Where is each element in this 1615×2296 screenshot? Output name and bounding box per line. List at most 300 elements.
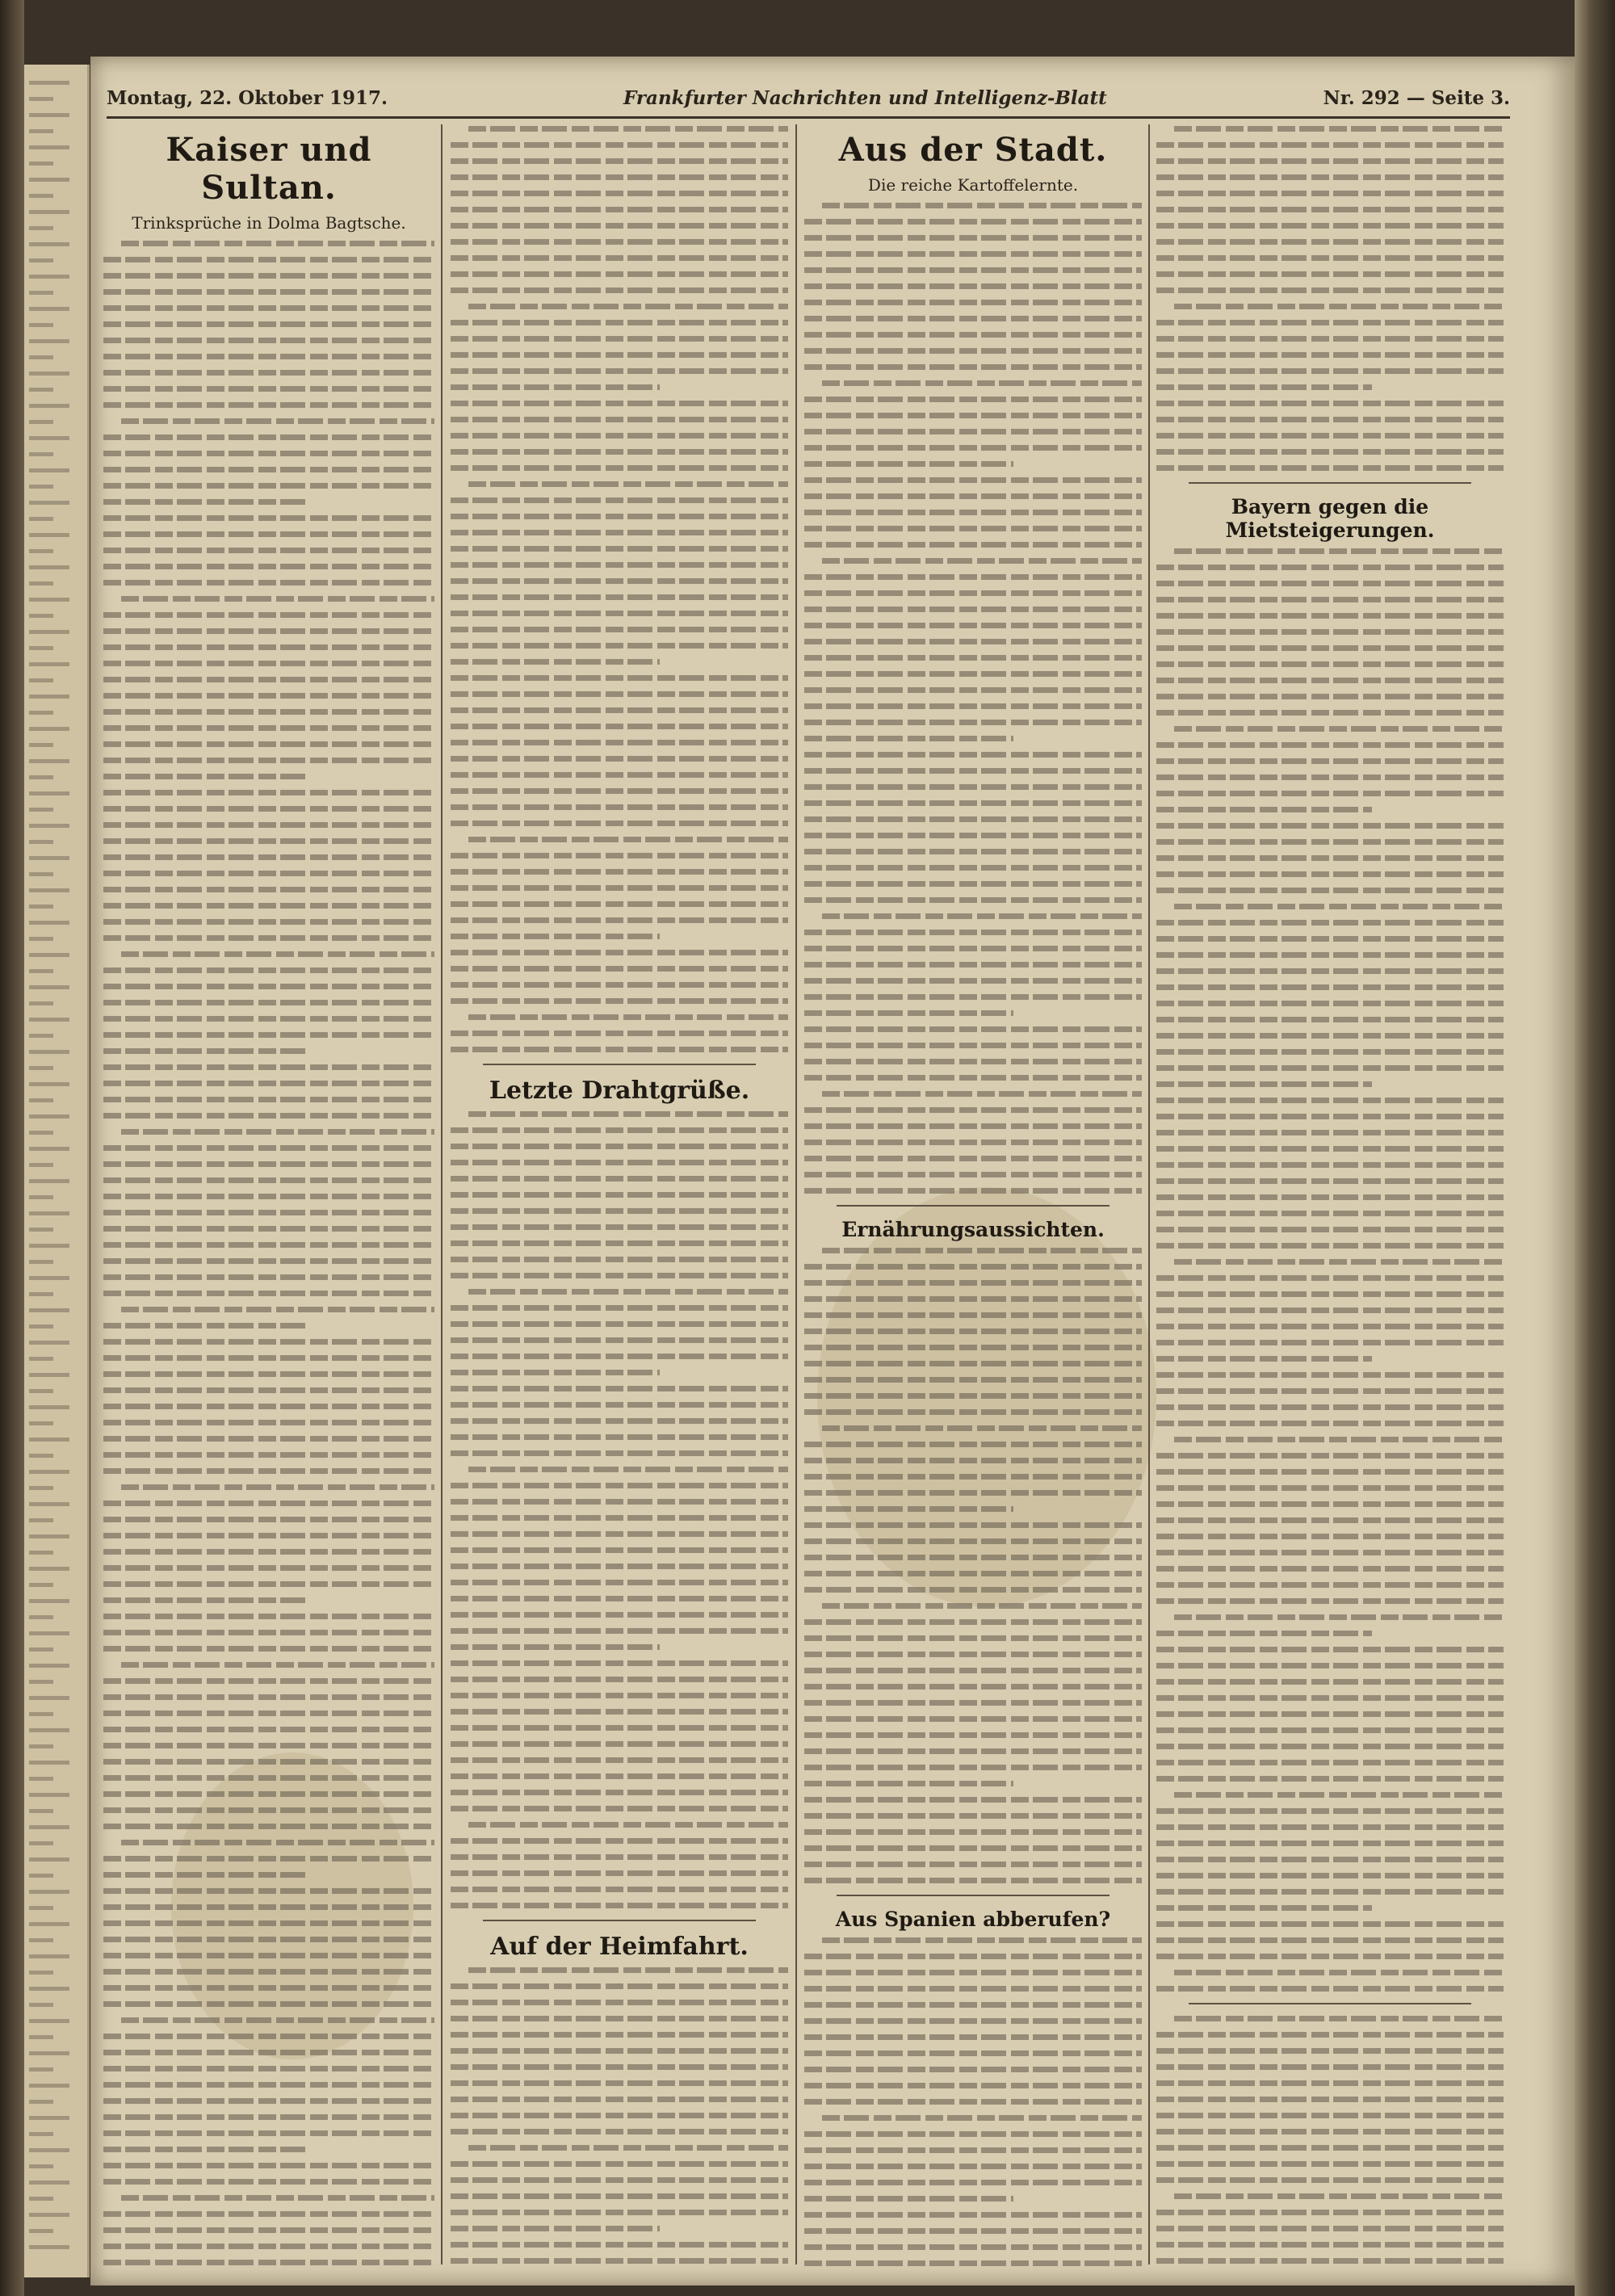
text-line xyxy=(804,752,1142,758)
text-line xyxy=(1156,1937,1504,1943)
text-line xyxy=(103,1517,434,1522)
text-line xyxy=(1156,1808,1504,1814)
text-line xyxy=(804,1296,1142,1302)
text-line xyxy=(103,628,434,634)
previous-page-text-fragment xyxy=(29,711,53,715)
text-line xyxy=(822,1248,1142,1253)
article-body-text xyxy=(451,1967,788,2266)
text-line xyxy=(103,2130,434,2136)
text-line xyxy=(804,1075,1142,1081)
text-line xyxy=(103,483,434,489)
text-line xyxy=(1156,1081,1372,1087)
previous-page-text-fragment xyxy=(29,1131,53,1135)
text-line xyxy=(804,687,1142,693)
previous-page-text-fragment xyxy=(29,1228,53,1232)
previous-page-text-fragment xyxy=(29,1389,53,1393)
previous-page-text-fragment xyxy=(29,2181,69,2185)
previous-page-text-fragment xyxy=(29,662,69,666)
text-line xyxy=(1156,1211,1504,1216)
text-line xyxy=(1156,2226,1504,2231)
text-line xyxy=(451,255,788,261)
text-line xyxy=(103,2034,434,2039)
previous-page-text-fragment xyxy=(29,1163,53,1167)
previous-page-text-fragment xyxy=(29,630,69,634)
text-line xyxy=(103,2211,434,2217)
text-line xyxy=(1174,2193,1504,2199)
text-line xyxy=(1156,1760,1504,1765)
text-line xyxy=(804,833,1142,838)
text-line xyxy=(1156,645,1504,651)
previous-page-text-fragment xyxy=(29,1987,69,1991)
text-line xyxy=(103,1194,434,1199)
text-line xyxy=(103,1371,434,1377)
text-line xyxy=(804,1878,1142,1883)
text-line xyxy=(804,768,1142,774)
text-line xyxy=(1156,1340,1504,1345)
text-line xyxy=(103,968,434,973)
text-line xyxy=(103,548,434,553)
text-line xyxy=(1156,823,1504,829)
text-line xyxy=(103,1856,434,1862)
text-line xyxy=(451,2242,788,2248)
text-line xyxy=(804,1312,1142,1318)
text-line xyxy=(451,1208,788,1214)
previous-page-text-fragment xyxy=(29,1615,53,1619)
text-line xyxy=(804,1765,1142,1770)
text-line xyxy=(1156,1727,1504,1733)
text-line xyxy=(804,413,1142,418)
text-line xyxy=(804,623,1142,628)
text-line xyxy=(103,725,434,731)
article-body-text xyxy=(1156,2016,1504,2266)
text-line xyxy=(1174,726,1504,732)
text-line xyxy=(1174,1614,1504,1620)
text-line xyxy=(451,1725,788,1731)
text-line xyxy=(804,1393,1142,1399)
text-line xyxy=(451,223,788,229)
text-line xyxy=(804,2228,1142,2234)
text-line xyxy=(804,1156,1142,1161)
previous-page-text-fragment xyxy=(29,856,69,860)
text-line xyxy=(1156,1324,1504,1329)
text-line xyxy=(804,994,1142,1000)
text-line xyxy=(1174,2016,1504,2021)
text-line xyxy=(103,2147,308,2152)
text-line xyxy=(451,514,788,519)
issue-page-number: Nr. 292 — Seite 3. xyxy=(1323,87,1510,109)
text-line xyxy=(804,542,1142,548)
previous-page-text-fragment xyxy=(29,2051,69,2055)
text-line xyxy=(103,1888,434,1894)
text-line xyxy=(451,869,788,875)
previous-page-text-fragment xyxy=(29,404,69,408)
text-line xyxy=(1156,613,1504,619)
text-line xyxy=(451,901,788,907)
text-line xyxy=(804,364,1142,370)
text-line xyxy=(103,1501,434,1506)
text-line xyxy=(103,1920,434,1926)
previous-page-text-fragment xyxy=(29,2116,69,2120)
text-line xyxy=(451,917,788,923)
text-line xyxy=(451,2193,788,2199)
text-line xyxy=(804,445,1142,451)
text-line xyxy=(451,1580,788,1585)
text-line xyxy=(103,1387,434,1393)
text-line xyxy=(121,2195,434,2201)
text-line xyxy=(804,736,1013,741)
text-line xyxy=(451,934,660,939)
previous-page-text-fragment xyxy=(29,1534,69,1538)
previous-page-text-fragment xyxy=(29,2003,53,2007)
text-line xyxy=(1156,1001,1504,1006)
text-line xyxy=(1156,2210,1504,2215)
previous-page-text-fragment xyxy=(29,339,69,343)
text-line xyxy=(103,1064,434,1070)
text-line xyxy=(451,611,788,616)
text-line xyxy=(103,854,434,860)
text-line xyxy=(468,1014,788,1020)
text-line xyxy=(103,1355,434,1361)
previous-page-text-fragment xyxy=(29,517,53,521)
text-line xyxy=(822,203,1142,208)
text-line xyxy=(103,644,434,650)
text-line xyxy=(103,434,434,440)
text-line xyxy=(804,1829,1142,1835)
previous-page-text-fragment xyxy=(29,1486,53,1490)
previous-page-text-fragment xyxy=(29,1551,53,1555)
text-line xyxy=(822,2115,1142,2121)
text-line xyxy=(451,320,788,325)
section-title: Aus der Stadt. xyxy=(838,131,1108,169)
previous-page-text-fragment xyxy=(29,1454,53,1458)
text-line xyxy=(804,2099,1142,2105)
text-line xyxy=(822,1603,1142,1609)
text-line xyxy=(804,946,1142,951)
text-line xyxy=(804,1107,1142,1113)
text-line xyxy=(1174,1970,1504,1975)
text-line xyxy=(804,1732,1142,1738)
text-line xyxy=(1156,1679,1504,1685)
text-line xyxy=(451,174,788,180)
section-separator xyxy=(837,1895,1110,1896)
previous-page-text-fragment xyxy=(29,1018,69,1022)
previous-page-text-fragment xyxy=(29,2229,53,2233)
text-line xyxy=(103,515,434,521)
header-rule xyxy=(107,116,1510,119)
text-line xyxy=(103,903,434,909)
text-line xyxy=(1156,2080,1504,2086)
text-line xyxy=(1156,401,1504,406)
text-line xyxy=(451,740,788,745)
text-line xyxy=(804,1813,1142,1819)
text-line xyxy=(451,1660,788,1666)
text-line xyxy=(103,531,434,537)
text-line xyxy=(804,2180,1142,2185)
text-line xyxy=(451,2161,788,2167)
previous-page-edge xyxy=(24,65,90,2277)
previous-page-text-fragment xyxy=(29,905,53,909)
text-line xyxy=(804,2067,1142,2072)
previous-page-text-fragment xyxy=(29,2084,69,2088)
previous-page-text-fragment xyxy=(29,824,69,828)
text-line xyxy=(1156,629,1504,635)
text-line xyxy=(804,2196,1013,2202)
text-line xyxy=(1156,1663,1504,1668)
text-line xyxy=(451,2080,788,2086)
previous-page-text-fragment xyxy=(29,1696,69,1700)
text-line xyxy=(1156,2113,1504,2118)
text-line xyxy=(1156,1356,1372,1362)
text-line xyxy=(1156,1291,1504,1297)
text-line xyxy=(451,2129,788,2134)
text-line xyxy=(1156,1421,1504,1426)
text-line xyxy=(1156,694,1504,699)
article-headline: Ernährungsaussichten. xyxy=(841,1218,1105,1241)
text-line xyxy=(103,370,434,376)
text-line xyxy=(804,2164,1142,2169)
text-line xyxy=(804,720,1142,725)
text-line xyxy=(103,919,434,925)
text-line xyxy=(451,998,788,1004)
text-line xyxy=(451,465,788,471)
text-line xyxy=(1156,1921,1504,1927)
previous-page-text-fragment xyxy=(29,1050,69,1054)
text-line xyxy=(451,336,788,342)
text-line xyxy=(451,1418,788,1424)
text-line xyxy=(103,838,434,844)
newspaper-page xyxy=(90,57,1575,2286)
text-line xyxy=(1156,336,1504,342)
text-line xyxy=(103,321,434,327)
text-line xyxy=(103,1937,434,1942)
text-line xyxy=(1156,1469,1504,1475)
article-body-text xyxy=(804,1937,1142,2266)
previous-page-text-fragment xyxy=(29,1825,69,1829)
text-line xyxy=(1156,1227,1504,1232)
text-line xyxy=(1156,1550,1504,1555)
text-line xyxy=(804,1538,1142,1544)
text-line xyxy=(804,1377,1142,1383)
text-line xyxy=(804,1635,1142,1641)
binding-gutter-left xyxy=(0,0,24,2296)
text-line xyxy=(1174,1437,1504,1442)
text-line xyxy=(468,1111,788,1117)
text-line xyxy=(451,1030,788,1036)
previous-page-text-fragment xyxy=(29,969,53,973)
text-line xyxy=(804,816,1142,822)
text-line xyxy=(804,1043,1142,1048)
text-line xyxy=(804,348,1142,354)
text-line xyxy=(103,774,308,779)
previous-page-text-fragment xyxy=(29,1438,69,1442)
text-line xyxy=(804,655,1142,661)
text-line xyxy=(451,1887,788,1892)
text-line xyxy=(804,300,1142,305)
text-line xyxy=(804,2002,1142,2008)
text-line xyxy=(1156,207,1504,212)
previous-page-text-fragment xyxy=(29,695,69,699)
article-body-text xyxy=(103,241,434,2266)
text-line xyxy=(451,530,788,535)
text-line xyxy=(804,590,1142,596)
text-line xyxy=(804,703,1142,709)
previous-page-text-fragment xyxy=(29,1098,53,1102)
text-line xyxy=(1156,1857,1504,1862)
text-line xyxy=(103,1710,434,1716)
text-line xyxy=(1156,888,1504,893)
text-line xyxy=(1156,2064,1504,2070)
text-line xyxy=(451,1854,788,1860)
text-line xyxy=(1156,1372,1504,1378)
previous-page-text-fragment xyxy=(29,2148,69,2152)
text-line xyxy=(1174,1792,1504,1798)
previous-page-text-fragment xyxy=(29,1341,69,1345)
text-line xyxy=(804,1490,1142,1496)
text-line xyxy=(103,1694,434,1700)
text-line xyxy=(103,612,434,618)
text-line xyxy=(804,1862,1142,1867)
text-line xyxy=(1156,1065,1504,1071)
text-line xyxy=(804,1458,1142,1463)
text-line xyxy=(103,2066,434,2071)
previous-page-text-fragment xyxy=(29,937,53,941)
previous-page-text-fragment xyxy=(29,840,53,844)
text-line xyxy=(451,2000,788,2005)
text-line xyxy=(451,1370,660,1375)
text-line xyxy=(103,1016,434,1022)
previous-page-text-fragment xyxy=(29,2132,53,2136)
text-line xyxy=(804,1123,1142,1129)
previous-page-text-fragment xyxy=(29,2100,53,2104)
text-line xyxy=(451,1450,788,1456)
text-line xyxy=(1156,1647,1504,1652)
previous-page-text-fragment xyxy=(29,1971,53,1975)
text-line xyxy=(1156,774,1504,780)
text-line xyxy=(1156,2242,1504,2248)
text-line xyxy=(451,1773,788,1779)
text-line xyxy=(822,1091,1142,1097)
text-line xyxy=(1156,871,1504,877)
text-line xyxy=(1156,158,1504,164)
text-line xyxy=(1156,1388,1504,1394)
text-line xyxy=(103,1565,434,1571)
previous-page-text-fragment xyxy=(29,1777,53,1781)
text-line xyxy=(103,1436,434,1442)
previous-page-text-fragment xyxy=(29,1324,53,1328)
text-line xyxy=(804,1716,1142,1722)
text-line xyxy=(451,1354,788,1359)
text-line xyxy=(451,756,788,762)
text-line xyxy=(451,1547,788,1553)
article-body-text xyxy=(804,1248,1142,1883)
text-line xyxy=(1156,1582,1504,1588)
text-line xyxy=(103,564,434,569)
text-line xyxy=(121,418,434,424)
text-line xyxy=(103,1113,434,1119)
text-line xyxy=(103,1210,434,1215)
text-line xyxy=(451,2177,788,2183)
text-line xyxy=(1156,320,1504,325)
text-line xyxy=(1156,2048,1504,2054)
text-line xyxy=(1174,904,1504,909)
previous-page-text-fragment xyxy=(29,129,53,133)
text-line xyxy=(1156,1114,1504,1119)
previous-page-text-fragment xyxy=(29,953,69,957)
text-line xyxy=(1156,1517,1504,1523)
previous-page-text-fragment xyxy=(29,565,69,569)
text-line xyxy=(1156,597,1504,602)
column-2 xyxy=(451,126,788,2266)
previous-page-text-fragment xyxy=(29,1874,53,1878)
text-line xyxy=(451,1257,788,1262)
text-line xyxy=(1156,2145,1504,2151)
text-line xyxy=(103,693,434,699)
text-line xyxy=(103,1727,434,1732)
previous-page-text-fragment xyxy=(29,194,53,198)
text-line xyxy=(451,384,660,390)
previous-page-text-fragment xyxy=(29,226,53,230)
article-headline: Aus Spanien abberufen? xyxy=(835,1908,1111,1931)
article-body-text xyxy=(451,126,788,1052)
previous-page-text-fragment xyxy=(29,533,69,537)
text-line xyxy=(1156,758,1504,764)
text-line xyxy=(103,467,434,472)
text-line xyxy=(804,1970,1142,1975)
article-body-text xyxy=(804,203,1142,1194)
text-line xyxy=(103,1678,434,1684)
text-line xyxy=(804,1026,1142,1032)
text-line xyxy=(103,2260,434,2265)
text-line xyxy=(451,1983,788,1989)
previous-page-text-fragment xyxy=(29,2067,53,2071)
text-line xyxy=(804,1280,1142,1286)
previous-page-text-fragment xyxy=(29,97,53,101)
text-line xyxy=(103,661,434,666)
text-line xyxy=(1156,384,1372,390)
text-line xyxy=(804,2260,1142,2266)
text-line xyxy=(451,158,788,164)
text-line xyxy=(103,1323,308,1328)
text-line xyxy=(451,546,788,552)
text-line xyxy=(1156,1889,1504,1895)
text-line xyxy=(804,1409,1142,1415)
text-line xyxy=(451,1224,788,1230)
text-line xyxy=(804,1668,1142,1673)
text-line xyxy=(451,1386,788,1391)
previous-page-text-fragment xyxy=(29,178,69,182)
text-line xyxy=(1156,1566,1504,1572)
text-line xyxy=(451,1192,788,1198)
text-line xyxy=(1156,417,1504,422)
text-line xyxy=(451,1709,788,1715)
text-line xyxy=(1156,288,1504,293)
text-line xyxy=(451,1677,788,1682)
previous-page-text-fragment xyxy=(29,1034,53,1038)
text-line xyxy=(804,1361,1142,1366)
text-line xyxy=(103,451,434,456)
text-line xyxy=(804,1328,1142,1334)
text-line xyxy=(121,1484,434,1490)
section-separator xyxy=(1189,2003,1471,2004)
text-line xyxy=(451,1402,788,1408)
text-line xyxy=(451,142,788,148)
previous-page-text-fragment xyxy=(29,2019,69,2023)
text-line xyxy=(804,235,1142,241)
previous-page-text-fragment xyxy=(29,921,69,925)
text-line xyxy=(804,2244,1142,2250)
text-line xyxy=(1156,1178,1504,1184)
column-1 xyxy=(103,126,434,2266)
